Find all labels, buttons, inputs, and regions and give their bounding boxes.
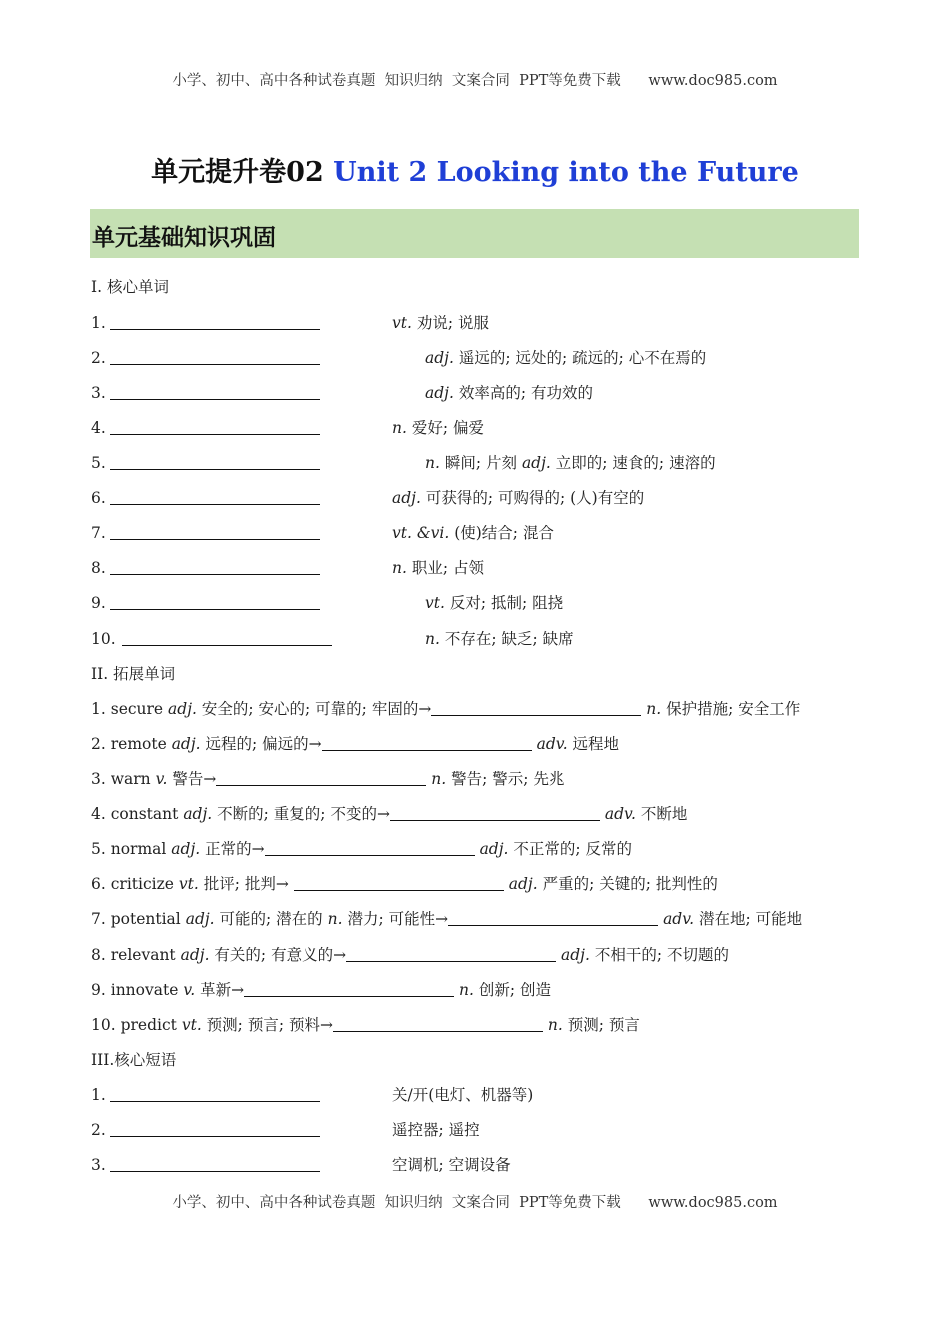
extended-word-row	[91, 732, 619, 756]
item-number: 8.	[91, 559, 106, 577]
item-number: 3.	[91, 384, 106, 402]
core-word-row	[91, 381, 320, 405]
target-part-of-speech: adj.	[561, 946, 590, 964]
item-number: 10.	[91, 630, 116, 648]
item-number: 7.	[91, 524, 106, 542]
target-meaning: 潜在地; 可能地	[694, 910, 803, 928]
item-number: 6.	[91, 489, 106, 507]
target-meaning: 远程地	[567, 735, 620, 753]
answer-blank[interactable]	[448, 909, 658, 926]
part-of-speech: adj.	[180, 946, 210, 964]
meaning: 有关的; 有意义的→	[209, 946, 347, 964]
extended-word-row	[91, 1013, 640, 1037]
meaning: 效率高的; 有功效的	[453, 384, 593, 402]
core-word-row	[91, 346, 320, 370]
core-word-row	[91, 486, 320, 510]
target-part-of-speech: n.	[646, 700, 662, 718]
answer-blank[interactable]	[110, 348, 320, 365]
section-band	[90, 209, 859, 258]
target-part-of-speech: adv.	[604, 805, 636, 823]
item-number: 9.	[91, 981, 106, 999]
core-word-definition	[392, 416, 484, 438]
title-cn: 单元提升卷02	[151, 157, 334, 188]
answer-blank[interactable]	[390, 804, 600, 821]
answer-blank[interactable]	[333, 1015, 543, 1032]
item-number: 4.	[91, 805, 106, 823]
phrase-row	[91, 1118, 320, 1142]
core-word-definition	[425, 591, 563, 613]
part-of-speech: adj.	[521, 454, 551, 472]
core-word-row	[91, 311, 320, 335]
meaning: 预测; 预言; 预料→	[201, 1016, 333, 1034]
item-number: 1.	[91, 1086, 106, 1104]
phrase-meaning: 空调机; 空调设备	[392, 1156, 511, 1174]
phrase-row	[91, 1153, 320, 1177]
core-word-row	[91, 627, 332, 651]
core-word-row	[91, 416, 320, 440]
answer-blank[interactable]	[110, 1155, 320, 1172]
extended-word-row	[91, 907, 802, 931]
extended-word-row	[91, 837, 632, 861]
core-word-definition	[425, 451, 716, 473]
item-number: 5.	[91, 454, 106, 472]
target-part-of-speech: adv.	[536, 735, 568, 753]
answer-blank[interactable]	[294, 874, 504, 891]
meaning: 可获得的; 可购得的; (人)有空的	[420, 489, 645, 507]
item-number: 2.	[91, 349, 106, 367]
target-meaning: 严重的; 关键的; 批判性的	[537, 875, 718, 893]
meaning: (使)结合; 混合	[449, 524, 554, 542]
meaning: 劝说; 说服	[411, 314, 489, 332]
meaning: 不存在; 缺乏; 缺席	[439, 630, 574, 648]
base-word: normal	[110, 840, 167, 858]
meaning: 不断的; 重复的; 不变的→	[212, 805, 390, 823]
core-word-row	[91, 451, 320, 475]
answer-blank[interactable]	[110, 1120, 320, 1137]
target-meaning: 创新; 创造	[473, 981, 552, 999]
part-of-speech: adj.	[185, 910, 215, 928]
section-2-heading: II. 拓展单词	[91, 665, 176, 683]
item-number: 4.	[91, 419, 106, 437]
target-part-of-speech: n.	[547, 1016, 563, 1034]
item-number: 6.	[91, 875, 106, 893]
meaning: 安全的; 安心的; 可靠的; 牢固的→	[196, 700, 432, 718]
item-number: 7.	[91, 910, 106, 928]
page-header: 小学、初中、高中各种试卷真题 知识归纳 文案合同 PPT等免费下载 www.doc985.com	[172, 73, 778, 89]
answer-blank[interactable]	[110, 593, 320, 610]
meaning: 立即的; 速食的; 速溶的	[550, 454, 716, 472]
answer-blank[interactable]	[110, 523, 320, 540]
part-of-speech: n.	[425, 454, 440, 472]
answer-blank[interactable]	[110, 488, 320, 505]
band-label: 单元基础知识巩固	[92, 225, 276, 251]
part-of-speech: adj.	[168, 700, 197, 718]
section-1-heading: I. 核心单词	[91, 278, 169, 296]
meaning: 潜力; 可能性→	[342, 910, 449, 928]
part-of-speech: n.	[425, 630, 440, 648]
extended-word-row	[91, 767, 564, 791]
answer-blank[interactable]	[265, 839, 475, 856]
target-part-of-speech: n.	[431, 770, 447, 788]
answer-blank[interactable]	[110, 558, 320, 575]
part-of-speech: v.	[183, 981, 196, 999]
phrase-row	[91, 1083, 320, 1107]
part-of-speech: vt.	[178, 875, 199, 893]
core-word-definition	[425, 346, 706, 368]
core-word-row	[91, 556, 320, 580]
answer-blank[interactable]	[110, 1085, 320, 1102]
base-word: remote	[110, 735, 167, 753]
meaning: 遥远的; 远处的; 疏远的; 心不在焉的	[453, 349, 707, 367]
part-of-speech: n.	[327, 910, 343, 928]
item-number: 8.	[91, 946, 106, 964]
meaning: 爱好; 偏爱	[406, 419, 484, 437]
section-3-heading: III.核心短语	[91, 1051, 177, 1069]
part-of-speech: adj.	[425, 349, 454, 367]
core-word-row	[91, 591, 320, 615]
target-meaning: 预测; 预言	[562, 1016, 640, 1034]
target-part-of-speech: n.	[459, 981, 474, 999]
item-number: 2.	[91, 1121, 106, 1139]
target-part-of-speech: adj.	[479, 840, 509, 858]
extended-word-row	[91, 802, 687, 826]
page-title	[0, 150, 950, 189]
item-number: 9.	[91, 594, 106, 612]
part-of-speech: adj.	[171, 840, 201, 858]
meaning: 正常的→	[200, 840, 265, 858]
part-of-speech: n.	[392, 419, 407, 437]
part-of-speech: vt. &vi.	[392, 524, 450, 542]
meaning: 批评; 批判→	[198, 875, 294, 893]
meaning: 瞬间; 片刻	[439, 454, 522, 472]
answer-blank[interactable]	[431, 699, 641, 716]
item-number: 1.	[91, 700, 106, 718]
part-of-speech: adj.	[183, 805, 213, 823]
phrase-meaning: 遥控器; 遥控	[392, 1121, 480, 1139]
part-of-speech: adj.	[425, 384, 454, 402]
core-word-definition	[425, 381, 593, 403]
base-word: potential	[110, 910, 181, 928]
core-word-definition	[392, 521, 554, 543]
meaning: 可能的; 潜在的	[214, 910, 328, 928]
answer-blank[interactable]	[216, 769, 426, 786]
meaning: 远程的; 偏远的→	[200, 735, 322, 753]
answer-blank[interactable]	[110, 453, 320, 470]
meaning: 警告→	[167, 770, 217, 788]
answer-blank[interactable]	[110, 383, 320, 400]
target-meaning: 不正常的; 反常的	[508, 840, 633, 858]
answer-blank[interactable]	[346, 945, 556, 962]
extended-word-row	[91, 872, 718, 896]
part-of-speech: n.	[392, 559, 407, 577]
meaning: 革新→	[195, 981, 245, 999]
item-number: 3.	[91, 770, 106, 788]
page-footer: 小学、初中、高中各种试卷真题 知识归纳 文案合同 PPT等免费下载 www.doc985.com	[172, 1195, 778, 1211]
target-part-of-speech: adj.	[508, 875, 538, 893]
part-of-speech: vt.	[181, 1016, 202, 1034]
answer-blank[interactable]	[110, 418, 320, 435]
part-of-speech: vt.	[425, 594, 445, 612]
item-number: 5.	[91, 840, 106, 858]
base-word: constant	[110, 805, 179, 823]
base-word: criticize	[110, 875, 174, 893]
target-meaning: 保护措施; 安全工作	[661, 700, 801, 718]
target-meaning: 不相干的; 不切题的	[589, 946, 729, 964]
title-en: Unit 2 Looking into the Future	[333, 157, 799, 188]
answer-blank[interactable]	[110, 313, 320, 330]
target-meaning: 不断地	[635, 805, 688, 823]
base-word: warn	[110, 770, 151, 788]
base-word: predict	[120, 1016, 177, 1034]
phrase-meaning: 关/开(电灯、机器等)	[392, 1086, 534, 1104]
item-number: 2.	[91, 735, 106, 753]
answer-blank[interactable]	[322, 734, 532, 751]
meaning: 职业; 占领	[406, 559, 484, 577]
answer-blank[interactable]	[122, 629, 332, 646]
base-word: innovate	[110, 981, 179, 999]
extended-word-row	[91, 943, 729, 967]
part-of-speech: adj.	[171, 735, 201, 753]
core-word-definition	[392, 556, 484, 578]
target-meaning: 警告; 警示; 先兆	[446, 770, 565, 788]
core-word-definition	[425, 627, 574, 649]
part-of-speech: vt.	[392, 314, 412, 332]
target-part-of-speech: adv.	[663, 910, 695, 928]
core-word-row	[91, 521, 320, 545]
part-of-speech: v.	[155, 770, 168, 788]
base-word: relevant	[110, 946, 176, 964]
meaning: 反对; 抵制; 阻挠	[444, 594, 564, 612]
core-word-definition	[392, 311, 489, 333]
core-word-definition	[392, 486, 644, 508]
extended-word-row	[91, 697, 800, 721]
item-number: 10.	[91, 1016, 116, 1034]
base-word: secure	[110, 700, 164, 718]
item-number: 1.	[91, 314, 106, 332]
part-of-speech: adj.	[392, 489, 421, 507]
item-number: 3.	[91, 1156, 106, 1174]
extended-word-row	[91, 978, 551, 1002]
answer-blank[interactable]	[244, 980, 454, 997]
